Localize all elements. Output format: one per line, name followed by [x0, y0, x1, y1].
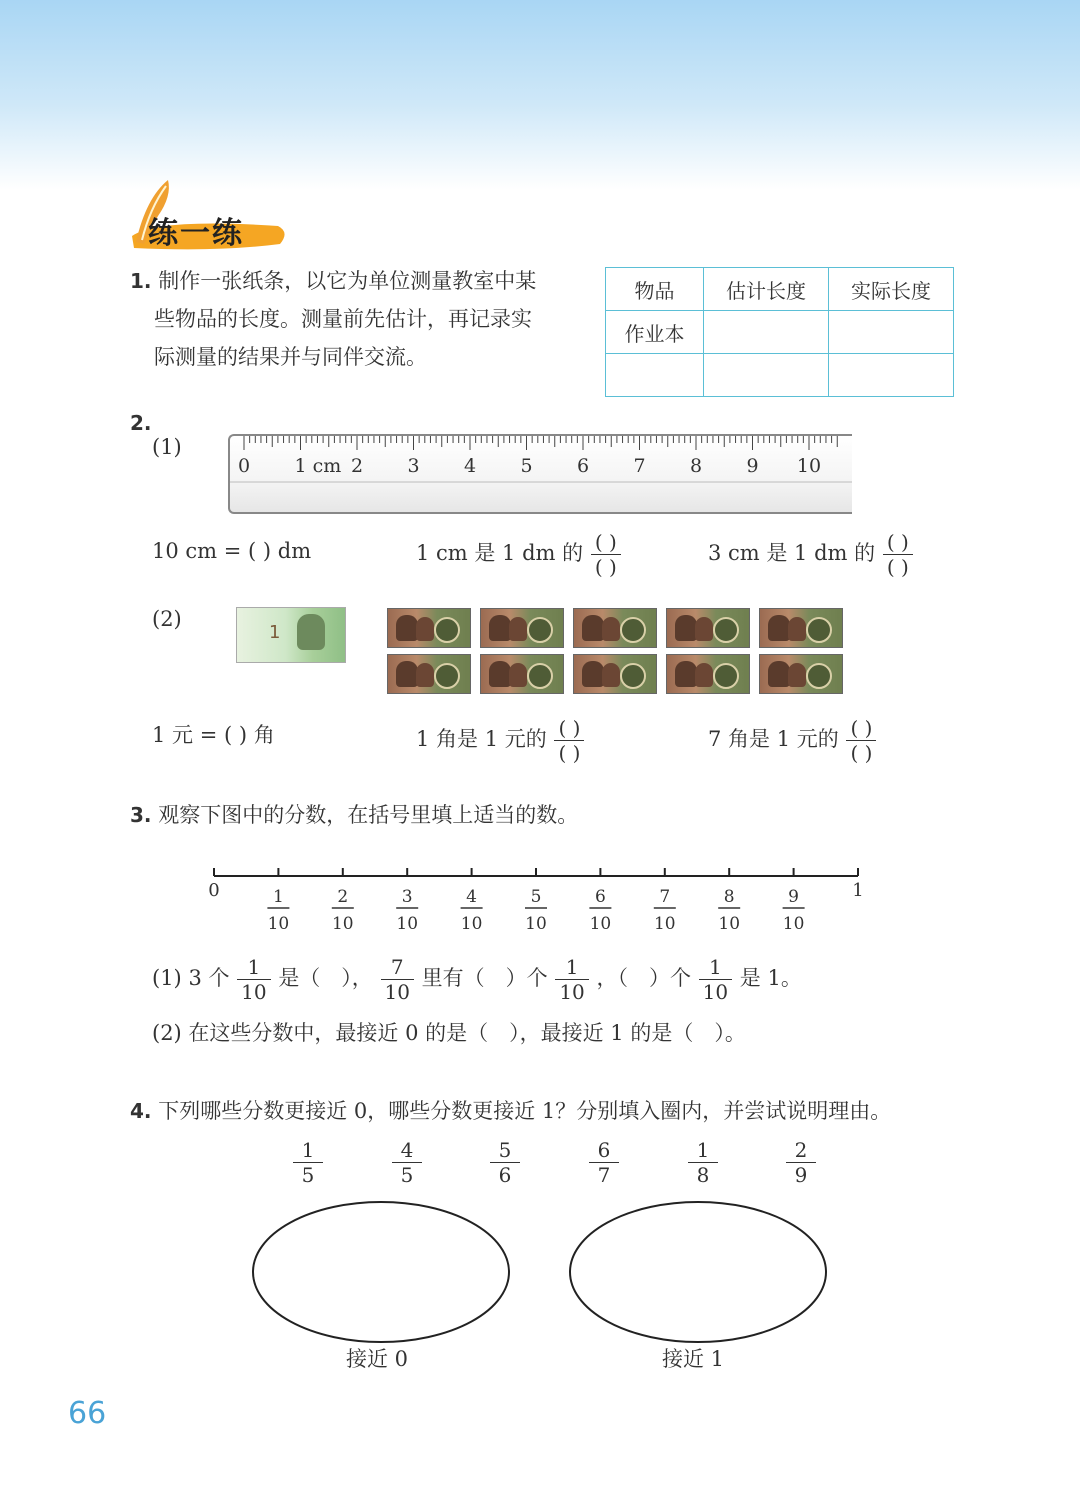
- tick-numerator: 4: [466, 887, 478, 907]
- banknote-emblem: [806, 663, 832, 689]
- fraction-blank: [848, 716, 874, 765]
- one-yuan-banknote-image: [236, 607, 346, 663]
- near-zero-circle[interactable]: [253, 1202, 509, 1342]
- table-cell[interactable]: [704, 354, 829, 397]
- q4-text: 下列哪些分数更接近 0，哪些分数更接近 1？分别填入圈内，并尝试说明理由。: [158, 1099, 892, 1123]
- table-row: [606, 311, 954, 354]
- section-heading: [128, 178, 298, 258]
- numerator: 1: [709, 955, 722, 979]
- fraction-one-tenth: [557, 955, 586, 1004]
- tick-numerator: 1: [272, 887, 284, 907]
- one-jiao-banknote: [387, 654, 471, 694]
- q4-prompt: [130, 1092, 891, 1130]
- fraction-one-tenth: [239, 955, 268, 1004]
- fraction-blank: [885, 530, 911, 579]
- ruler-label: 4: [463, 455, 477, 477]
- table-cell[interactable]: [704, 311, 829, 354]
- one-jiao-banknote: [480, 654, 564, 694]
- q2-number: [130, 404, 152, 442]
- banknote-figure: [675, 615, 697, 641]
- tick-denominator: 10: [331, 914, 354, 934]
- q4-fraction[interactable]: [687, 1138, 719, 1187]
- denominator: 5: [400, 1163, 414, 1187]
- ruler-label: 1 cm: [294, 455, 342, 477]
- q2-part2-a: 1 元 = ( ) 角: [152, 723, 275, 747]
- denominator: 10: [384, 980, 410, 1004]
- ruler: [228, 434, 852, 514]
- near-one-circle[interactable]: [570, 1202, 826, 1342]
- ruler-label: 2: [350, 455, 364, 477]
- numerator: 2: [794, 1138, 808, 1162]
- fraction: [690, 1138, 716, 1187]
- banknote-figure: [396, 661, 418, 687]
- banknote-emblem: [620, 617, 646, 643]
- ruler-label: 5: [520, 455, 533, 477]
- table-cell: 作业本: [606, 311, 704, 354]
- ruler-label: 6: [576, 455, 590, 477]
- q3-sub1-p2[interactable]: 是（ ），: [278, 966, 373, 990]
- heading-title: 练一练: [148, 216, 244, 251]
- number-line: [200, 860, 880, 940]
- banknote-emblem: [434, 617, 460, 643]
- q4-fraction[interactable]: [391, 1138, 423, 1187]
- q2-part2-b: [416, 716, 585, 765]
- tick-denominator: 10: [653, 914, 676, 934]
- denominator: 7: [597, 1163, 611, 1187]
- tick-denominator: 10: [267, 914, 290, 934]
- banknote-figure: [489, 615, 511, 641]
- q2-part2-c: [708, 716, 877, 765]
- q3-sub2[interactable]: (2) 在这些分数中，最接近 0 的是（ ），最接近 1 的是（ ）。: [152, 1021, 746, 1045]
- banknote-emblem: [527, 617, 553, 643]
- fraction-numerator-blank[interactable]: ( ): [594, 530, 617, 554]
- q4-fraction[interactable]: [292, 1138, 324, 1187]
- banknote-emblem: [434, 663, 460, 689]
- tick-denominator: 10: [589, 914, 612, 934]
- banknote-figure: [788, 663, 806, 687]
- fraction: [295, 1138, 321, 1187]
- near-zero-label: 接近 0: [346, 1347, 409, 1371]
- q1-line-2: 些物品的长度。测量前先估计，再记录实: [154, 307, 532, 331]
- banknote-emblem: [527, 663, 553, 689]
- numerator: 1: [696, 1138, 710, 1162]
- denominator: 9: [794, 1163, 808, 1187]
- q1-line-3: 际测量的结果并与同伴交流。: [154, 345, 427, 369]
- banknote-figure: [602, 663, 620, 687]
- numerator: 1: [247, 955, 261, 979]
- q3-sub1-p4[interactable]: ，（ ）个: [596, 966, 691, 990]
- table-header-cell: 物品: [606, 268, 704, 311]
- tick-denominator: 10: [396, 914, 419, 934]
- near-one-label: 接近 1: [662, 1347, 725, 1371]
- banknote-figure: [695, 617, 713, 641]
- q1-line-1: 制作一张纸条，以它为单位测量教室中某: [158, 269, 537, 293]
- fraction-numerator-blank[interactable]: ( ): [886, 530, 909, 554]
- q3-prompt: [130, 796, 578, 834]
- numerator: 7: [390, 955, 404, 979]
- ruler-label: 8: [689, 455, 703, 477]
- tick-numerator: 7: [659, 887, 671, 907]
- tick-denominator: 10: [782, 914, 805, 934]
- q3-number: 3.: [130, 803, 152, 827]
- q2-part1-b: [416, 530, 622, 579]
- banknote-emblem: [713, 617, 739, 643]
- fraction: [591, 1138, 617, 1187]
- banknote-figure: [768, 661, 790, 687]
- ruler-label: 7: [633, 455, 646, 477]
- table-header-cell: 估计长度: [704, 268, 829, 311]
- fraction-one-tenth: [701, 955, 730, 1004]
- q2-part2-c-text: 7 角是 1 元的: [708, 727, 839, 751]
- tick-numerator: 9: [788, 887, 800, 907]
- fraction-blank: [556, 716, 582, 765]
- numerator: 4: [400, 1138, 414, 1162]
- measurement-table: [605, 267, 954, 397]
- denominator: 6: [498, 1163, 512, 1187]
- banknote-emblem: [620, 663, 646, 689]
- tick-denominator: 10: [460, 914, 483, 934]
- banknote-figure: [695, 663, 713, 687]
- banknote-figure: [509, 663, 527, 687]
- banknote-emblem: [713, 663, 739, 689]
- answer-circles: [248, 1198, 838, 1348]
- banknote-figure: [582, 615, 604, 641]
- ruler-label: 10: [796, 455, 822, 477]
- q1-text: [130, 262, 536, 376]
- banknote-figure: [416, 617, 434, 641]
- q3-sub1: [152, 955, 802, 1004]
- q3-sub1-p5: 是 1。: [739, 966, 802, 990]
- denominator: 10: [559, 980, 585, 1004]
- one-jiao-banknote: [666, 608, 750, 648]
- one-jiao-banknote: [759, 654, 843, 694]
- table-header-row: [606, 268, 954, 311]
- denominator: 10: [702, 980, 729, 1004]
- numerator: 1: [301, 1138, 315, 1162]
- fraction-denominator-blank[interactable]: ( ): [886, 555, 909, 579]
- fraction-denominator-blank[interactable]: ( ): [594, 555, 617, 579]
- one-jiao-banknote: [387, 608, 471, 648]
- banknote-figure: [416, 663, 434, 687]
- table-header-cell: 实际长度: [829, 268, 954, 311]
- one-jiao-banknote: [666, 654, 750, 694]
- denominator: 10: [241, 980, 267, 1004]
- banknote-denomination-mark: 1: [269, 622, 281, 643]
- page-header-band: [0, 0, 1080, 190]
- fraction: [788, 1138, 814, 1187]
- tick-denominator: 10: [525, 914, 547, 934]
- fraction: [492, 1138, 518, 1187]
- q2-part1-label: (1): [152, 435, 182, 459]
- q1-number: 1.: [130, 269, 152, 293]
- tick-numerator: 5: [530, 887, 542, 907]
- q3-sub1-label: (1): [152, 966, 182, 990]
- one-jiao-banknote: [480, 608, 564, 648]
- fraction-denominator-blank[interactable]: ( ): [558, 741, 581, 765]
- banknote-figure: [509, 617, 527, 641]
- q2-part1-c: [708, 530, 914, 579]
- numerator: 1: [565, 955, 579, 979]
- q4-number: 4.: [130, 1099, 152, 1123]
- fraction-numerator-blank[interactable]: ( ): [850, 716, 873, 740]
- tick-numerator: 8: [723, 887, 735, 907]
- banknote-figure: [602, 617, 620, 641]
- fraction-seven-tenths: [383, 955, 412, 1004]
- numerator: 6: [597, 1138, 611, 1162]
- table-cell[interactable]: [829, 311, 954, 354]
- banknote-figure: [788, 617, 806, 641]
- denominator: 5: [301, 1163, 315, 1187]
- tick-numerator: 3: [401, 887, 413, 907]
- q3-sub1-p1: 3 个: [188, 966, 230, 990]
- q3-text: 观察下图中的分数，在括号里填上适当的数。: [158, 803, 579, 827]
- tick-denominator: 10: [718, 914, 741, 934]
- q2-part2-b-text: 1 角是 1 元的: [416, 727, 547, 751]
- q2-part1-c-text: 3 cm 是 1 dm 的: [708, 541, 876, 565]
- ruler-scale: [230, 436, 852, 512]
- denominator: 8: [696, 1163, 710, 1187]
- table-row: [606, 354, 954, 397]
- banknote-portrait: [297, 614, 325, 650]
- fraction: [394, 1138, 420, 1187]
- q2-part2-label: (2): [152, 607, 182, 631]
- banknote-figure: [675, 661, 697, 687]
- ruler-label: 3: [407, 455, 420, 477]
- ruler-label: 9: [746, 455, 759, 477]
- q2-part1-b-text: 1 cm 是 1 dm 的: [416, 541, 584, 565]
- fraction-blank: [593, 530, 619, 579]
- banknote-figure: [489, 661, 511, 687]
- q4-fraction[interactable]: [785, 1138, 817, 1187]
- fraction-denominator-blank[interactable]: ( ): [850, 741, 873, 765]
- table-cell[interactable]: [606, 354, 704, 397]
- tick-numerator: 2: [337, 887, 349, 907]
- banknote-figure: [582, 661, 604, 687]
- number-line-label: 0: [208, 880, 220, 901]
- ruler-label: 0: [237, 455, 251, 477]
- q2-number-label: 2.: [130, 411, 152, 435]
- q3-sub1-p3[interactable]: 里有（ ）个: [421, 966, 548, 990]
- tick-numerator: 6: [594, 887, 606, 907]
- one-jiao-banknote: [573, 608, 657, 648]
- number-line-label: 1: [852, 880, 864, 901]
- page-number: 66: [68, 1396, 107, 1431]
- one-jiao-banknote: [573, 654, 657, 694]
- table-cell[interactable]: [829, 354, 954, 397]
- banknote-emblem: [806, 617, 832, 643]
- one-jiao-banknote: [759, 608, 843, 648]
- banknote-figure: [396, 615, 418, 641]
- numerator: 5: [498, 1138, 512, 1162]
- q2-part1-a: 10 cm = ( ) dm: [152, 539, 312, 563]
- q4-fraction[interactable]: [588, 1138, 620, 1187]
- fraction-numerator-blank[interactable]: ( ): [558, 716, 581, 740]
- banknote-figure: [768, 615, 790, 641]
- q4-fraction[interactable]: [489, 1138, 521, 1187]
